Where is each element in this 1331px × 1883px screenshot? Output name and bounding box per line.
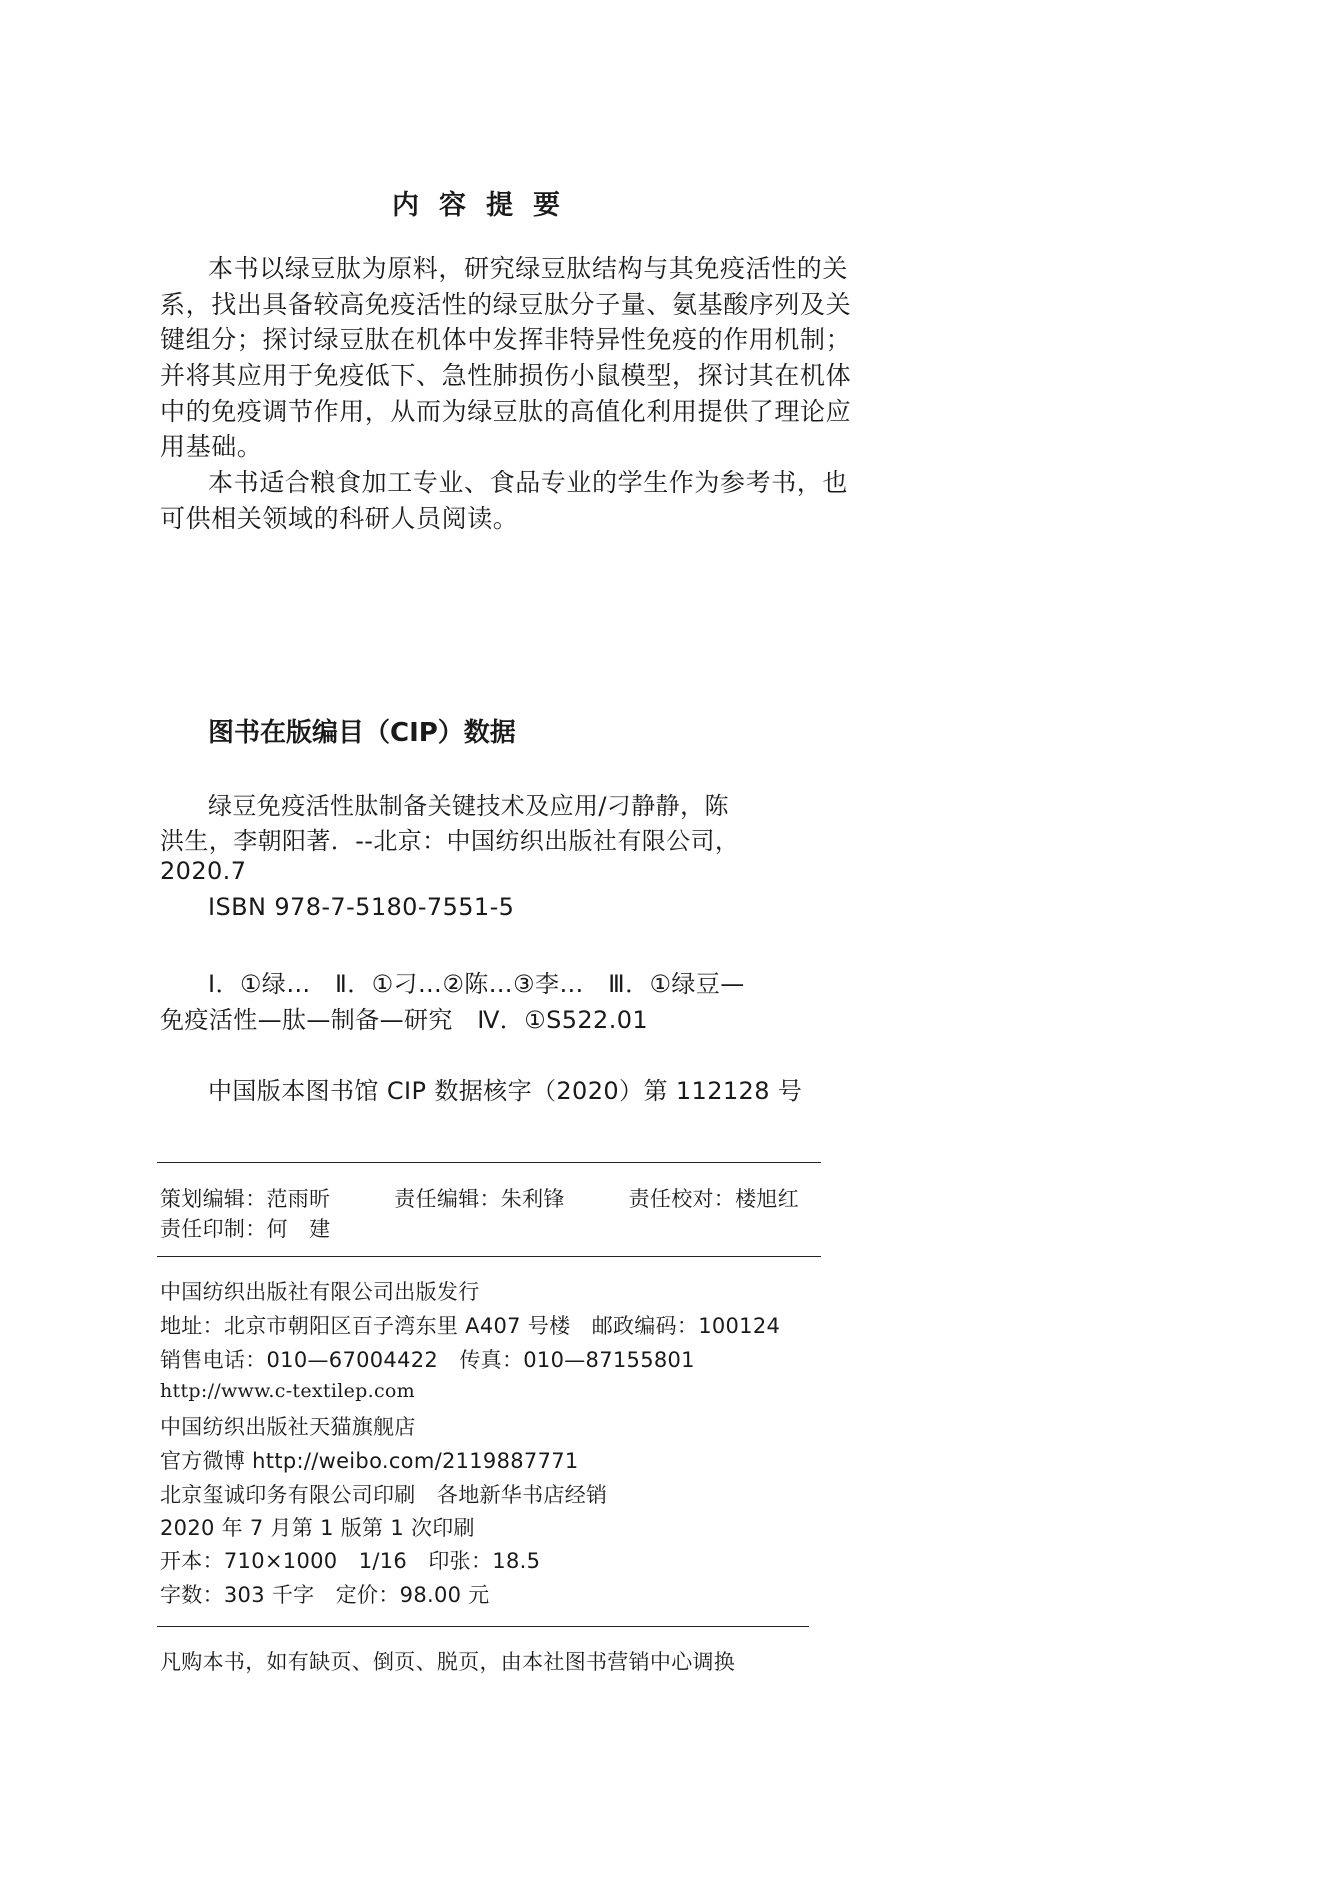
divider-line <box>157 1256 821 1257</box>
publisher-line: 销售电话：010—67004422 传真：010—87155801 <box>160 1348 695 1372</box>
divider-line <box>157 1162 821 1163</box>
publisher-line: 开本：710×1000 1/16 印张：18.5 <box>160 1549 541 1573</box>
publisher-line: 中国纺织出版社天猫旗舰店 <box>160 1415 416 1439</box>
cip-line: 2020.7 <box>160 857 247 885</box>
summary-line: 可供相关领域的科研人员阅读。 <box>160 504 519 533</box>
weibo-line: 官方微博 http://weibo.com/2119887771 <box>160 1449 579 1473</box>
editors-line: 策划编辑：范雨昕 责任编辑：朱利锋 责任校对：楼旭红 <box>160 1187 799 1211</box>
isbn-line: ISBN 978-7-5180-7551-5 <box>208 893 515 921</box>
cip-line: 免疫活性—肽—制备—研究 Ⅳ．①S522.01 <box>160 1006 649 1034</box>
summary-line: 用基础。 <box>160 432 263 461</box>
summary-line: 本书适合粮食加工专业、食品专业的学生作为参考书，也 <box>208 468 849 497</box>
summary-line: 键组分；探讨绿豆肽在机体中发挥非特异性免疫的作用机制； <box>160 325 852 354</box>
publisher-line: 北京玺诚印务有限公司印刷 各地新华书店经销 <box>160 1483 608 1507</box>
editors-line: 责任印制：何 建 <box>160 1217 331 1241</box>
replacement-notice: 凡购本书，如有缺页、倒页、脱页，由本社图书营销中心调换 <box>160 1650 736 1674</box>
cip-line: Ⅰ．①绿… Ⅱ．①刁…②陈…③李… Ⅲ．①绿豆— <box>208 970 745 998</box>
cip-record-number: 中国版本图书馆 CIP 数据核字（2020）第 112128 号 <box>208 1077 803 1105</box>
publisher-line: 地址：北京市朝阳区百子湾东里 A407 号楼 邮政编码：100124 <box>160 1314 781 1338</box>
publisher-line: 字数：303 千字 定价：98.00 元 <box>160 1583 490 1607</box>
summary-title: 内容提要 <box>392 190 580 221</box>
divider-line <box>157 1626 809 1627</box>
website-link[interactable]: http://www.c-textilep.com <box>160 1380 415 1402</box>
summary-line: 系，找出具备较高免疫活性的绿豆肽分子量、氨基酸序列及关 <box>160 290 852 319</box>
cip-line: 洪生，李朝阳著．--北京：中国纺织出版社有限公司， <box>160 827 740 855</box>
publisher-line: 2020 年 7 月第 1 版第 1 次印刷 <box>160 1516 475 1540</box>
summary-line: 本书以绿豆肽为原料，研究绿豆肽结构与其免疫活性的关 <box>208 254 849 283</box>
summary-line: 中的免疫调节作用，从而为绿豆肽的高值化利用提供了理论应 <box>160 397 852 426</box>
cip-line: 绿豆免疫活性肽制备关键技术及应用/刁静静，陈 <box>208 792 729 820</box>
cip-heading: 图书在版编目（CIP）数据 <box>208 718 516 748</box>
publisher-line: 中国纺织出版社有限公司出版发行 <box>160 1280 480 1304</box>
summary-line: 并将其应用于免疫低下、急性肺损伤小鼠模型，探讨其在机体 <box>160 361 852 390</box>
